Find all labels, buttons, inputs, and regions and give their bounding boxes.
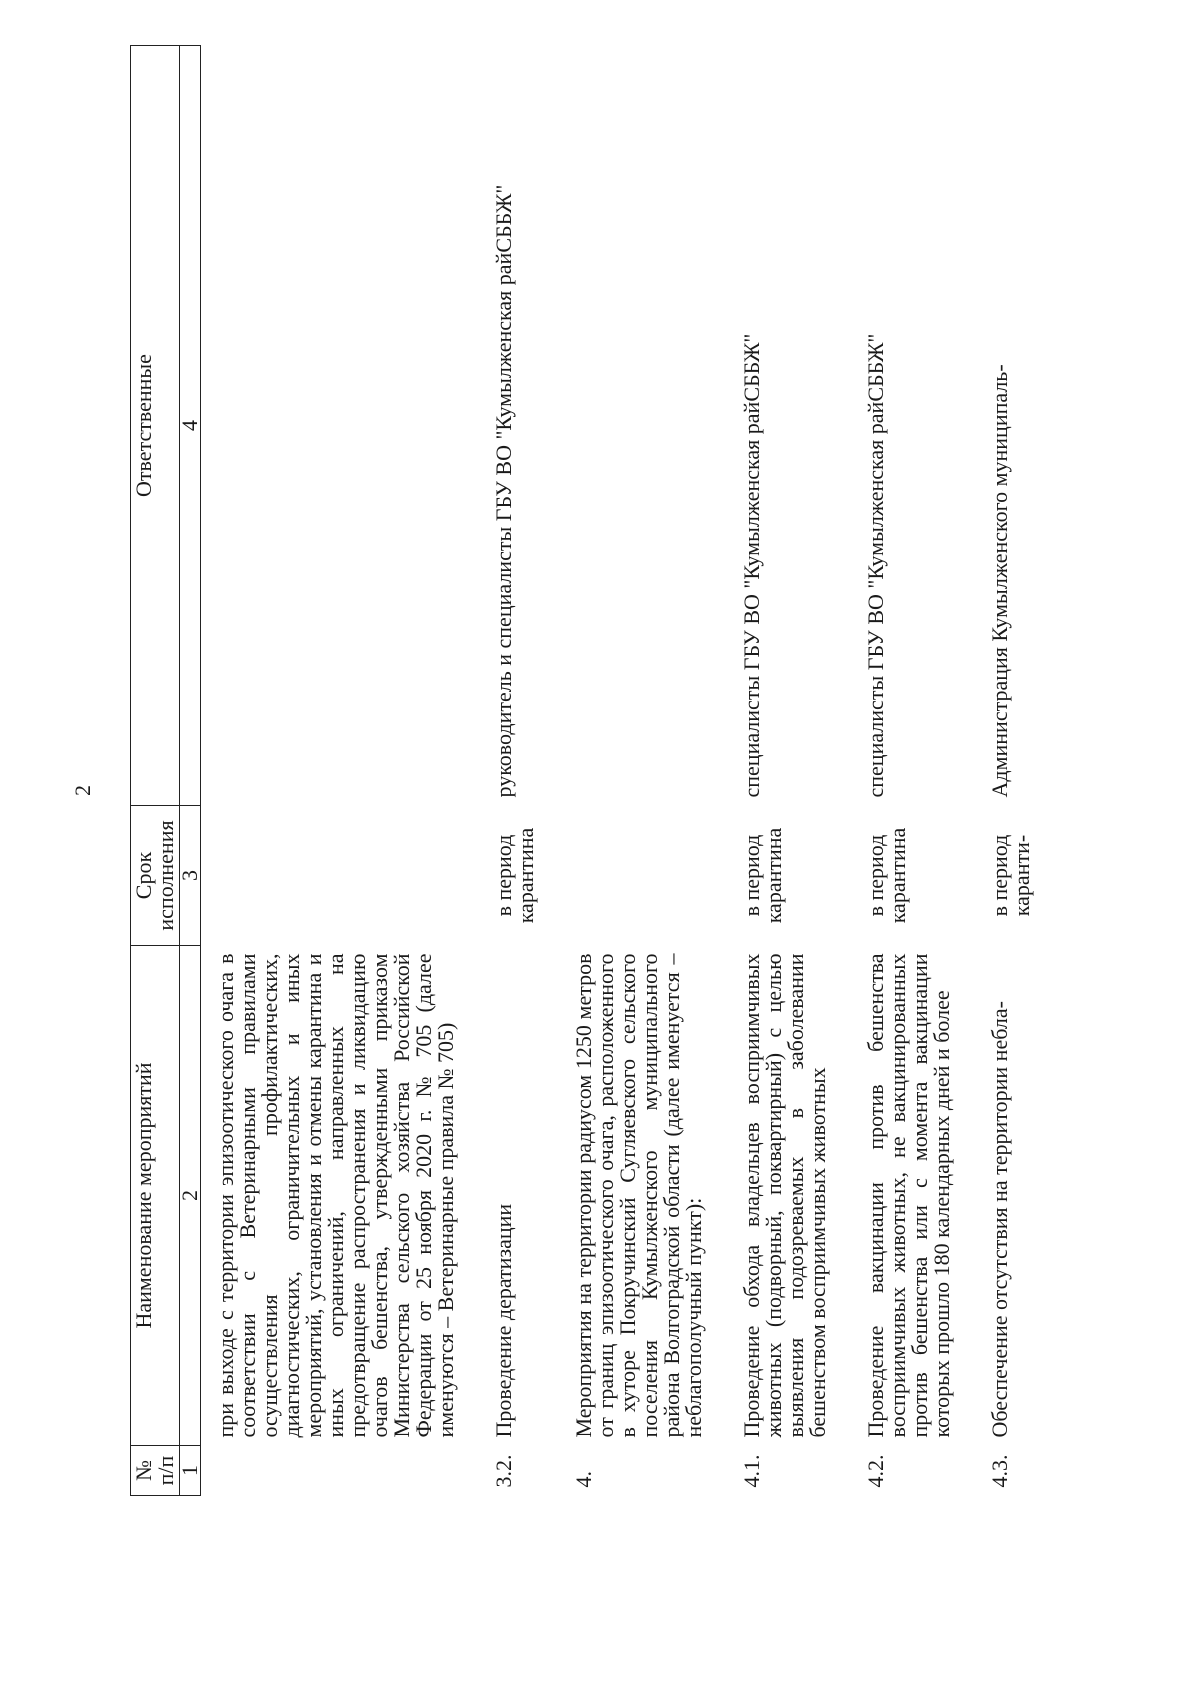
measure-responsible: специалисты ГБУ ВО "Кумылженская райСББЖ" <box>739 333 764 798</box>
table-row <box>975 46 1055 1496</box>
column-number: 2 <box>180 946 201 1446</box>
column-number: 3 <box>180 806 201 946</box>
column-number: 4 <box>180 46 201 806</box>
measure-term: в период каранти- <box>987 834 1034 917</box>
measure-term <box>559 806 727 946</box>
column-numbers-row <box>180 46 201 1496</box>
measure-responsible <box>201 46 480 806</box>
measure-term: в период карантина <box>739 827 786 924</box>
page-number: 2 <box>70 785 95 796</box>
measure-name: Проведение вакцинации против бешенства восприимчивых животных, не вакцинированных против бешенства или с момента вакцинации которых прошло 180 календарных дней и более <box>863 953 954 1438</box>
measure-term: в период карантина <box>863 827 910 924</box>
measure-name: Проведение обхода владельцев восприимчивых животных (подворный, поквартирный) с целью выявления подозреваемых в заболевании бешенством восприимчивых животных <box>739 953 830 1438</box>
table-header-row <box>131 46 180 1496</box>
measure-term: в период карантина <box>491 827 538 924</box>
row-number <box>201 1446 480 1496</box>
header-term: Срок исполнения <box>131 806 180 946</box>
header-name: Наименование мероприятий <box>131 946 180 1446</box>
measure-responsible <box>559 46 727 806</box>
measure-responsible: руководитель и специалисты ГБУ ВО "Кумылженская райСББЖ" <box>491 184 516 798</box>
rotated-page-content <box>70 46 1160 1496</box>
row-number: 4.2. <box>863 1454 888 1488</box>
measures-table <box>130 45 1055 1496</box>
column-number: 1 <box>180 1446 201 1496</box>
row-number: 4.1. <box>739 1454 764 1488</box>
measure-name: Проведение дератизации <box>491 1203 516 1438</box>
row-number: 3.2. <box>491 1454 516 1488</box>
row-number: 4.3. <box>987 1454 1012 1488</box>
row-number: 4. <box>571 1471 596 1488</box>
table-row <box>727 46 851 1496</box>
measure-term <box>201 806 480 946</box>
measure-name: Обеспечение отсутствия на территории небла- <box>987 1001 1012 1438</box>
table-row <box>559 46 727 1496</box>
measure-name: Мероприятия на территории радиусом 1250 метров от границ эпизоотического очага, расположенного в хуторе Покручинский Сугляевского сельского поселения Кумылженского муниципального района Волгоградской области (далее именуется – неблагополучный пункт): <box>571 953 706 1438</box>
table-row <box>479 46 559 1496</box>
measure-responsible: специалисты ГБУ ВО "Кумылженская райСББЖ" <box>863 333 888 798</box>
measure-name: при выходе с территории эпизоотического очага в соответствии с Ветеринарными правилами осуществления профилактических, диагностических, ограничительных и иных мероприятий, установления и отмены карантина и иных ограничений, направленных на предотвращение распространения и ликвидацию очагов бешенства, утвержденными приказом Министерства сельского хозяйства Российской Федерации от 25 ноября 2020 г. № 705 (далее именуются – Ветеринарные правила № 705) <box>213 953 458 1438</box>
table-row <box>201 46 480 1496</box>
header-resp: Ответственные <box>131 46 180 806</box>
measure-responsible: Администрация Кумылженского муниципаль- <box>987 364 1012 798</box>
header-num: № п/п <box>131 1446 180 1496</box>
table-row <box>851 46 975 1496</box>
